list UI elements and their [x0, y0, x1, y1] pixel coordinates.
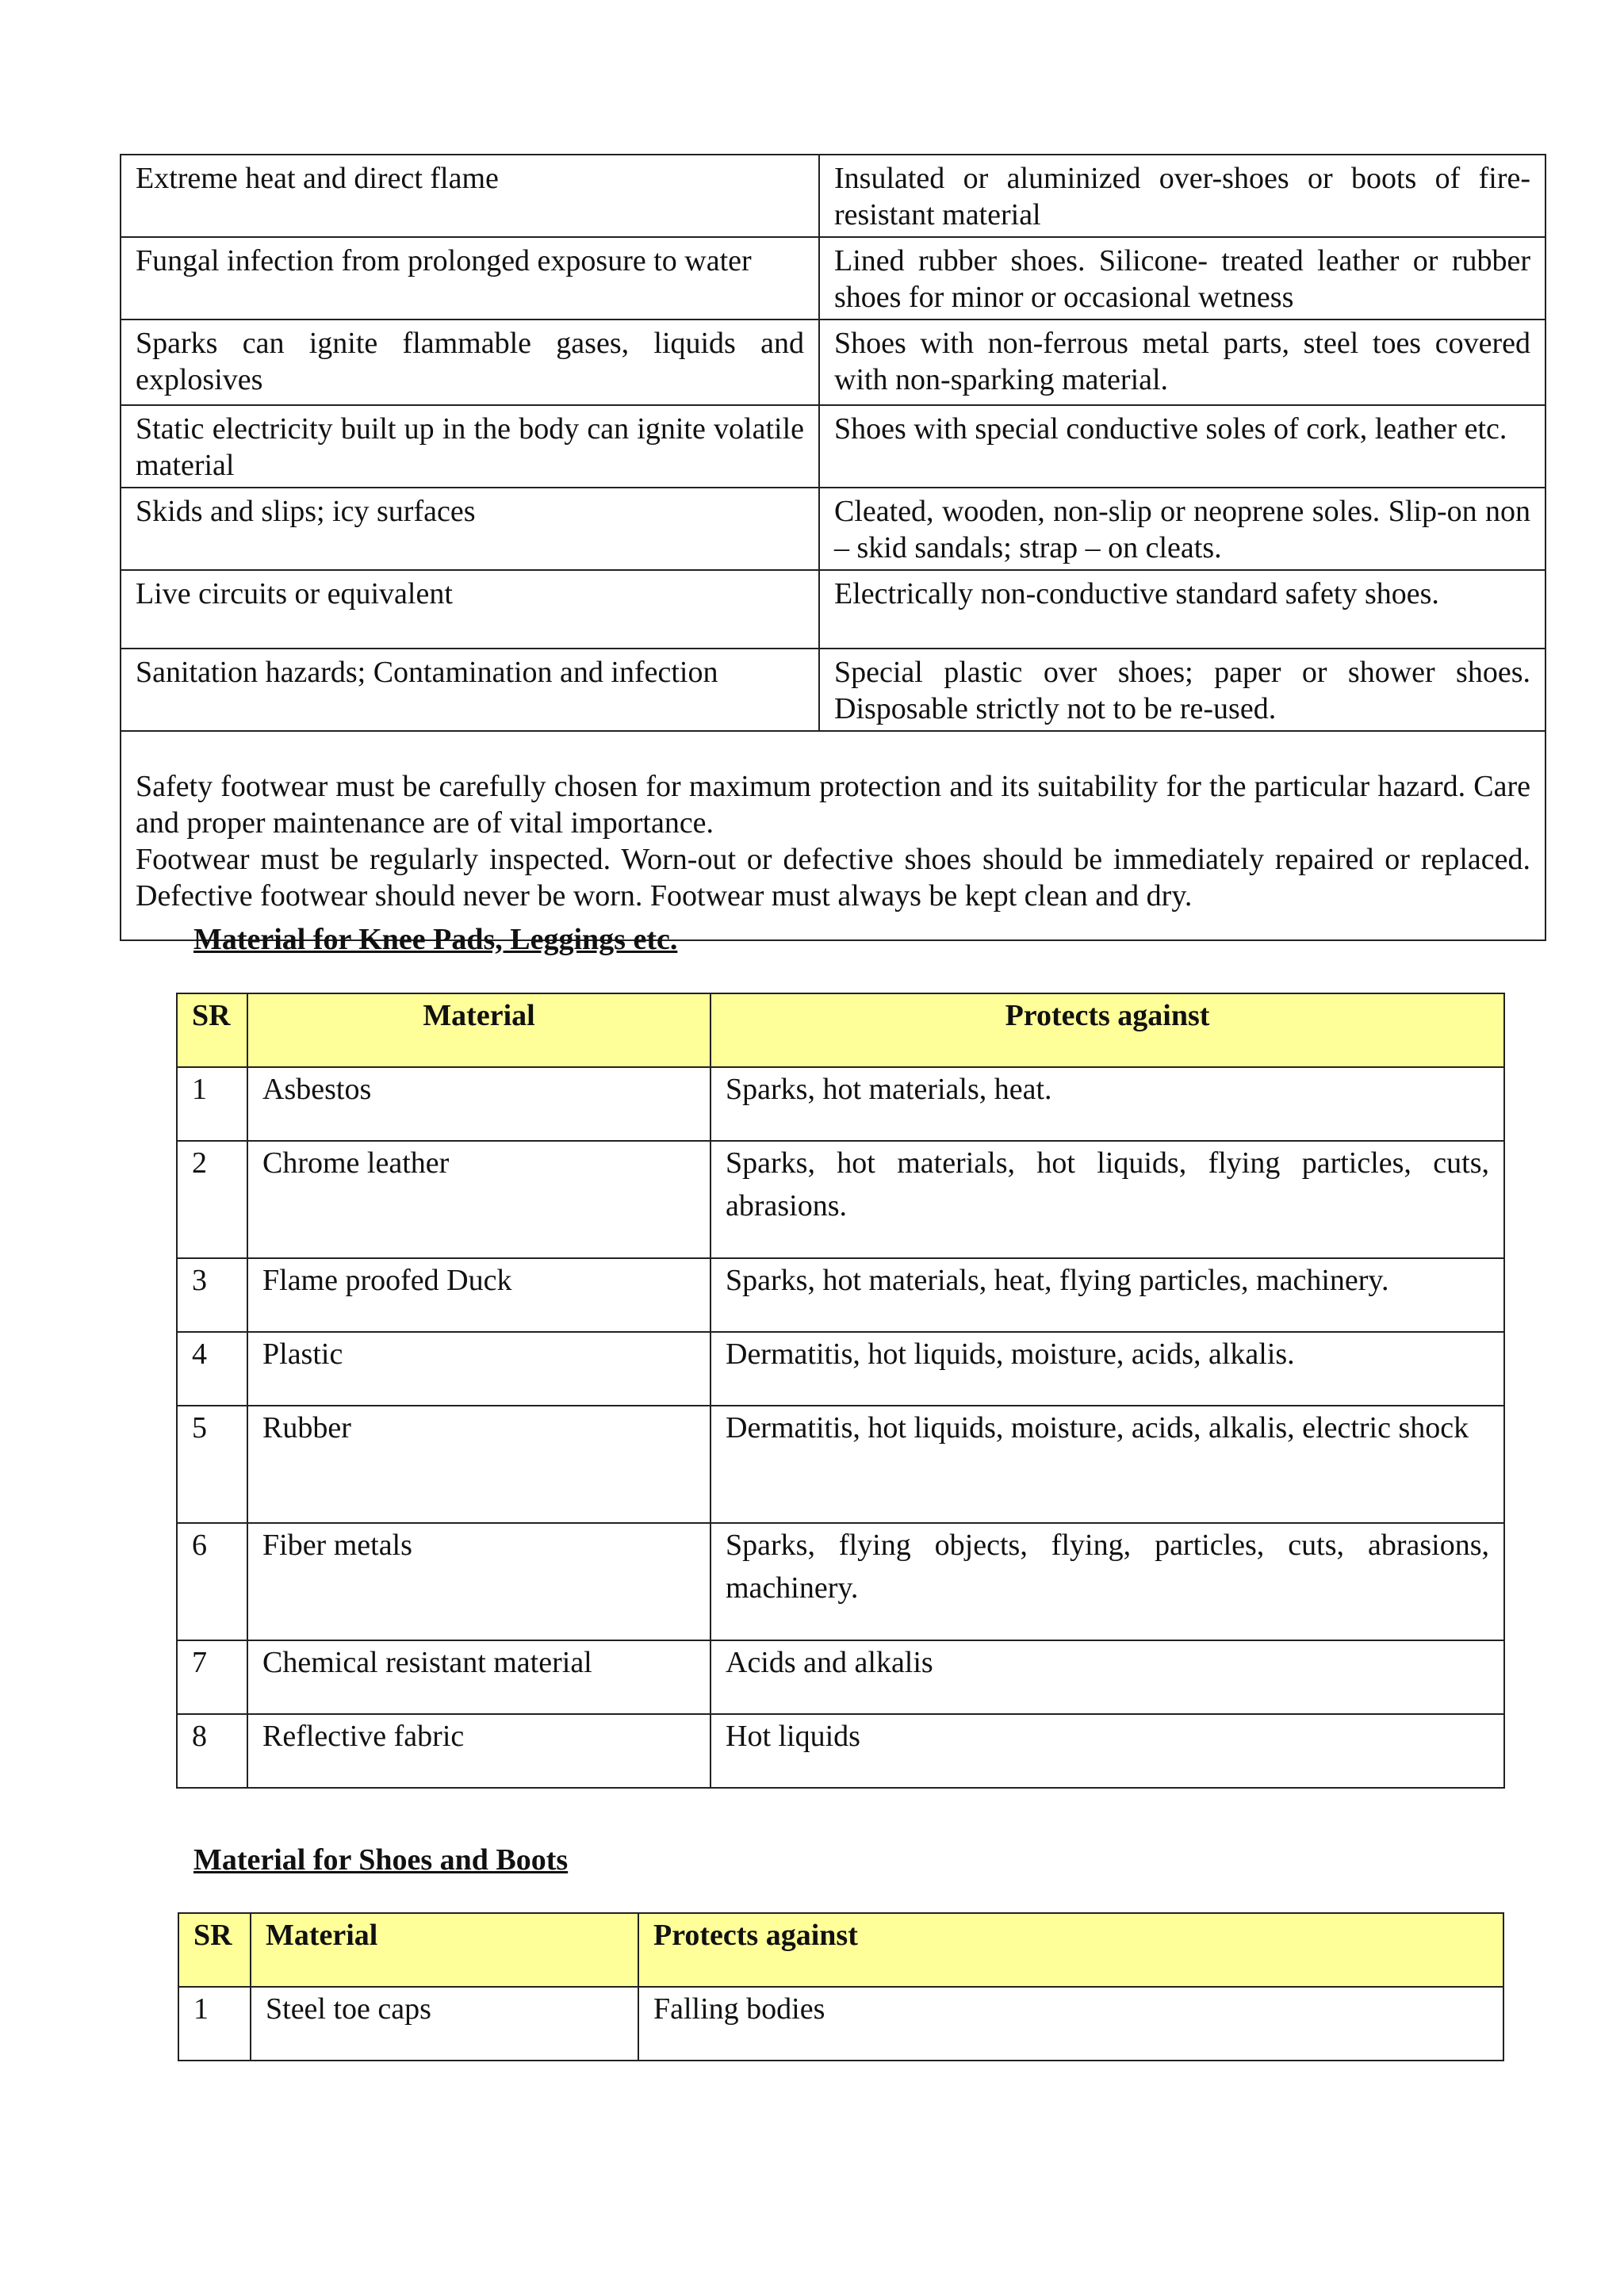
sr-cell: 3 [177, 1258, 247, 1332]
sr-cell: 4 [177, 1332, 247, 1406]
hazard-cell: Live circuits or equivalent [121, 570, 819, 649]
sr-cell: 5 [177, 1406, 247, 1523]
table-row [121, 488, 1545, 570]
protects-cell: Hot liquids [710, 1714, 1504, 1788]
shoes-boots-heading: Material for Shoes and Boots [193, 1843, 569, 1877]
footwear-hazard-table [120, 154, 1546, 941]
protection-cell: Insulated or aluminized over-shoes or boots of fire-resistant material [819, 155, 1545, 237]
table-row [121, 237, 1545, 320]
knee-pads-heading: Material for Knee Pads, Leggings etc. [193, 923, 678, 956]
material-cell: Steel toe caps [251, 1987, 638, 2061]
sr-cell: 6 [177, 1523, 247, 1640]
col-header-material: Material [247, 993, 710, 1067]
protects-cell: Sparks, flying objects, flying, particles, cuts, abrasions, machinery. [710, 1523, 1504, 1640]
table-row [121, 320, 1545, 405]
protection-cell: Electrically non-conductive standard safety shoes. [819, 570, 1545, 649]
material-cell: Chemical resistant material [247, 1640, 710, 1714]
footwear-care-note [121, 731, 1545, 940]
table-row [177, 1258, 1504, 1332]
protects-cell: Sparks, hot materials, heat, flying particles, machinery. [710, 1258, 1504, 1332]
material-cell: Plastic [247, 1332, 710, 1406]
material-cell: Flame proofed Duck [247, 1258, 710, 1332]
protects-cell: Falling bodies [638, 1987, 1503, 2061]
hazard-cell: Static electricity built up in the body can ignite volatile material [121, 405, 819, 488]
shoes-boots-table [178, 1912, 1504, 2061]
protection-cell: Cleated, wooden, non-slip or neoprene soles. Slip-on non – skid sandals; strap – on cleats. [819, 488, 1545, 570]
table-row [121, 155, 1545, 237]
table-row [121, 649, 1545, 731]
protects-cell: Sparks, hot materials, hot liquids, flying particles, cuts, abrasions. [710, 1141, 1504, 1258]
table-row [121, 731, 1545, 940]
protection-cell: Shoes with non-ferrous metal parts, steel toes covered with non-sparking material. [819, 320, 1545, 405]
table-row [177, 1406, 1504, 1523]
col-header-material: Material [251, 1913, 638, 1987]
table-row [177, 1141, 1504, 1258]
col-header-protects: Protects against [638, 1913, 1503, 1987]
table-row [177, 1332, 1504, 1406]
protects-cell: Dermatitis, hot liquids, moisture, acids, alkalis. [710, 1332, 1504, 1406]
sr-cell: 7 [177, 1640, 247, 1714]
sr-cell: 8 [177, 1714, 247, 1788]
sr-cell: 1 [178, 1987, 251, 2061]
protects-cell: Sparks, hot materials, heat. [710, 1067, 1504, 1141]
table-row [121, 570, 1545, 649]
protects-cell: Acids and alkalis [710, 1640, 1504, 1714]
col-header-sr: SR [178, 1913, 251, 1987]
sr-cell: 2 [177, 1141, 247, 1258]
col-header-protects: Protects against [710, 993, 1504, 1067]
protection-cell: Shoes with special conductive soles of cork, leather etc. [819, 405, 1545, 488]
table-row [178, 1987, 1503, 2061]
material-cell: Chrome leather [247, 1141, 710, 1258]
protects-cell: Dermatitis, hot liquids, moisture, acids, alkalis, electric shock [710, 1406, 1504, 1523]
col-header-sr: SR [177, 993, 247, 1067]
table-row [177, 1523, 1504, 1640]
protection-cell: Lined rubber shoes. Silicone- treated leather or rubber shoes for minor or occasional wetness [819, 237, 1545, 320]
note-paragraph: Safety footwear must be carefully chosen for maximum protection and its suitability for the particular hazard. Care and proper maintenance are of vital importance. [136, 770, 1530, 840]
sr-cell: 1 [177, 1067, 247, 1141]
hazard-cell: Extreme heat and direct flame [121, 155, 819, 237]
hazard-cell: Sanitation hazards; Contamination and infection [121, 649, 819, 731]
material-cell: Asbestos [247, 1067, 710, 1141]
hazard-cell: Fungal infection from prolonged exposure to water [121, 237, 819, 320]
material-cell: Reflective fabric [247, 1714, 710, 1788]
table-row [177, 1714, 1504, 1788]
note-paragraph: Footwear must be regularly inspected. Worn-out or defective shoes should be immediately repaired or replaced. Defective footwear should never be worn. Footwear must always be kept clean and dry. [136, 843, 1530, 913]
hazard-cell: Skids and slips; icy surfaces [121, 488, 819, 570]
table-row [177, 1067, 1504, 1141]
hazard-cell: Sparks can ignite flammable gases, liquids and explosives [121, 320, 819, 405]
table-row [177, 1640, 1504, 1714]
protection-cell: Special plastic over shoes; paper or shower shoes. Disposable strictly not to be re-used. [819, 649, 1545, 731]
material-cell: Rubber [247, 1406, 710, 1523]
table-row [121, 405, 1545, 488]
table-header-row [178, 1913, 1503, 1987]
knee-pads-table [176, 993, 1505, 1789]
table-header-row [177, 993, 1504, 1067]
material-cell: Fiber metals [247, 1523, 710, 1640]
